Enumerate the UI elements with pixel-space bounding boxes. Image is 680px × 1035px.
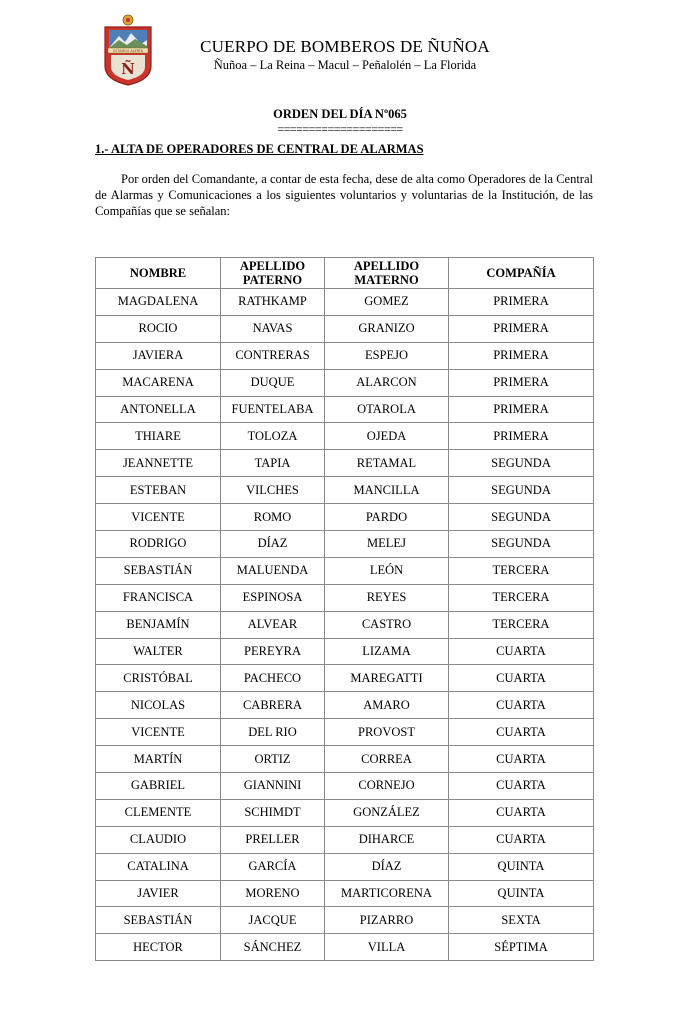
column-header-nombre: NOMBRE: [96, 258, 221, 289]
cell-apellido-materno: DIHARCE: [325, 826, 449, 853]
cell-apellido-paterno: TAPIA: [221, 450, 325, 477]
operators-table: [95, 257, 594, 961]
cell-apellido-paterno: PACHECO: [221, 665, 325, 692]
cell-compania: CUARTA: [449, 826, 594, 853]
cell-apellido-paterno: DUQUE: [221, 369, 325, 396]
cell-compania: CUARTA: [449, 773, 594, 800]
cell-nombre: CRISTÓBAL: [96, 665, 221, 692]
cell-apellido-paterno: RATHKAMP: [221, 289, 325, 316]
cell-apellido-materno: OTAROLA: [325, 396, 449, 423]
cell-nombre: MARTÍN: [96, 746, 221, 773]
cell-apellido-materno: LIZAMA: [325, 638, 449, 665]
table-row: [96, 396, 594, 423]
cell-apellido-materno: CORREA: [325, 746, 449, 773]
cell-compania: PRIMERA: [449, 315, 594, 342]
cell-apellido-paterno: JACQUE: [221, 907, 325, 934]
cell-apellido-paterno: CABRERA: [221, 692, 325, 719]
cell-apellido-paterno: GIANNINI: [221, 773, 325, 800]
table-row: [96, 504, 594, 531]
cell-nombre: CLAUDIO: [96, 826, 221, 853]
cell-compania: CUARTA: [449, 719, 594, 746]
cell-apellido-paterno: TOLOZA: [221, 423, 325, 450]
cell-apellido-materno: GOMEZ: [325, 289, 449, 316]
intro-paragraph: Por orden del Comandante, a contar de esta fecha, dese de alta como Operadores de la Central de Alarmas y Comunicaciones a los siguientes voluntarios y voluntarias de la Institución, de las Compañías que se señalan:: [95, 172, 593, 218]
table-row: [96, 477, 594, 504]
cell-apellido-materno: GONZÁLEZ: [325, 799, 449, 826]
cell-compania: SEGUNDA: [449, 504, 594, 531]
cell-compania: QUINTA: [449, 853, 594, 880]
cell-apellido-materno: PARDO: [325, 504, 449, 531]
cell-nombre: SEBASTIÁN: [96, 907, 221, 934]
cell-apellido-paterno: ESPINOSA: [221, 584, 325, 611]
cell-apellido-paterno: SÁNCHEZ: [221, 934, 325, 961]
cell-nombre: MAGDALENA: [96, 289, 221, 316]
table-row: [96, 692, 594, 719]
cell-apellido-paterno: NAVAS: [221, 315, 325, 342]
cell-compania: TERCERA: [449, 557, 594, 584]
table-row: [96, 638, 594, 665]
cell-apellido-materno: LEÓN: [325, 557, 449, 584]
cell-compania: PRIMERA: [449, 289, 594, 316]
cell-apellido-paterno: SCHIMDT: [221, 799, 325, 826]
section-heading: 1.- ALTA DE OPERADORES DE CENTRAL DE ALARMAS: [95, 142, 424, 156]
cell-nombre: SEBASTIÁN: [96, 557, 221, 584]
cell-compania: SEXTA: [449, 907, 594, 934]
cell-apellido-materno: ESPEJO: [325, 342, 449, 369]
cell-nombre: BENJAMÍN: [96, 611, 221, 638]
cell-compania: SEGUNDA: [449, 477, 594, 504]
cell-nombre: MACARENA: [96, 369, 221, 396]
cell-apellido-materno: MANCILLA: [325, 477, 449, 504]
table-row: [96, 880, 594, 907]
cell-apellido-paterno: DÍAZ: [221, 531, 325, 558]
cell-nombre: CLEMENTE: [96, 799, 221, 826]
cell-apellido-materno: REYES: [325, 584, 449, 611]
cell-apellido-paterno: GARCÍA: [221, 853, 325, 880]
cell-compania: CUARTA: [449, 746, 594, 773]
cell-apellido-paterno: DEL RIO: [221, 719, 325, 746]
cell-compania: CUARTA: [449, 799, 594, 826]
table-row: [96, 450, 594, 477]
cell-nombre: GABRIEL: [96, 773, 221, 800]
cell-apellido-materno: MELEJ: [325, 531, 449, 558]
cell-apellido-paterno: VILCHES: [221, 477, 325, 504]
cell-apellido-materno: DÍAZ: [325, 853, 449, 880]
cell-apellido-paterno: ROMO: [221, 504, 325, 531]
table-row: [96, 289, 594, 316]
column-header-apellido-paterno: APELLIDO PATERNO: [221, 258, 325, 289]
cell-compania: CUARTA: [449, 638, 594, 665]
cell-apellido-paterno: PRELLER: [221, 826, 325, 853]
cell-nombre: ANTONELLA: [96, 396, 221, 423]
cell-compania: TERCERA: [449, 584, 594, 611]
table-row: [96, 531, 594, 558]
cell-apellido-materno: PROVOST: [325, 719, 449, 746]
cell-apellido-materno: PIZARRO: [325, 907, 449, 934]
cell-nombre: FRANCISCA: [96, 584, 221, 611]
cell-compania: SEGUNDA: [449, 531, 594, 558]
crest-banner-text: ESTAMOS ALERTA: [113, 49, 143, 53]
table-row: [96, 853, 594, 880]
cell-apellido-paterno: PEREYRA: [221, 638, 325, 665]
cell-nombre: CATALINA: [96, 853, 221, 880]
cell-apellido-materno: GRANIZO: [325, 315, 449, 342]
cell-nombre: ROCIO: [96, 315, 221, 342]
cell-compania: SÉPTIMA: [449, 934, 594, 961]
table-row: [96, 342, 594, 369]
cell-compania: TERCERA: [449, 611, 594, 638]
table-row: [96, 315, 594, 342]
column-header-apellido-materno: APELLIDO MATERNO: [325, 258, 449, 289]
cell-nombre: VICENTE: [96, 719, 221, 746]
cell-apellido-materno: MAREGATTI: [325, 665, 449, 692]
cell-compania: SEGUNDA: [449, 450, 594, 477]
table-row: [96, 557, 594, 584]
cell-apellido-materno: CORNEJO: [325, 773, 449, 800]
fire-department-crest-logo: [101, 14, 155, 86]
cell-compania: QUINTA: [449, 880, 594, 907]
table-row: [96, 934, 594, 961]
cell-apellido-paterno: MALUENDA: [221, 557, 325, 584]
cell-nombre: THIARE: [96, 423, 221, 450]
table-row: [96, 826, 594, 853]
cell-nombre: RODRIGO: [96, 531, 221, 558]
cell-apellido-materno: RETAMAL: [325, 450, 449, 477]
table-row: [96, 746, 594, 773]
table-header-row: [96, 258, 594, 289]
crest-letter: Ñ: [121, 60, 135, 78]
cell-compania: PRIMERA: [449, 342, 594, 369]
order-title-underline: ====================: [277, 122, 403, 136]
table-row: [96, 584, 594, 611]
order-of-the-day-title: ORDEN DEL DÍA Nº065: [273, 107, 407, 121]
table-row: [96, 369, 594, 396]
cell-apellido-materno: CASTRO: [325, 611, 449, 638]
cell-nombre: NICOLAS: [96, 692, 221, 719]
table-row: [96, 665, 594, 692]
cell-nombre: WALTER: [96, 638, 221, 665]
cell-compania: PRIMERA: [449, 423, 594, 450]
cell-nombre: VICENTE: [96, 504, 221, 531]
table-row: [96, 907, 594, 934]
cell-compania: PRIMERA: [449, 369, 594, 396]
cell-nombre: HECTOR: [96, 934, 221, 961]
institution-title: CUERPO DE BOMBEROS DE ÑUÑOA: [200, 37, 490, 56]
cell-apellido-paterno: ALVEAR: [221, 611, 325, 638]
cell-apellido-materno: ALARCON: [325, 369, 449, 396]
cell-apellido-paterno: CONTRERAS: [221, 342, 325, 369]
cell-nombre: JAVIER: [96, 880, 221, 907]
cell-apellido-materno: OJEDA: [325, 423, 449, 450]
cell-compania: CUARTA: [449, 665, 594, 692]
table-row: [96, 773, 594, 800]
cell-nombre: JEANNETTE: [96, 450, 221, 477]
cell-compania: PRIMERA: [449, 396, 594, 423]
institution-communes: Ñuñoa – La Reina – Macul – Peñalolén – La Florida: [213, 58, 477, 72]
cell-apellido-materno: VILLA: [325, 934, 449, 961]
table-row: [96, 719, 594, 746]
cell-nombre: JAVIERA: [96, 342, 221, 369]
cell-nombre: ESTEBAN: [96, 477, 221, 504]
table-row: [96, 799, 594, 826]
cell-apellido-paterno: MORENO: [221, 880, 325, 907]
cell-apellido-paterno: FUENTELABA: [221, 396, 325, 423]
cell-apellido-materno: AMARO: [325, 692, 449, 719]
cell-apellido-materno: MARTICORENA: [325, 880, 449, 907]
operators-table-body: [96, 289, 594, 961]
table-row: [96, 423, 594, 450]
table-row: [96, 611, 594, 638]
column-header-compania: COMPAÑÍA: [449, 258, 594, 289]
cell-compania: CUARTA: [449, 692, 594, 719]
cell-apellido-paterno: ORTIZ: [221, 746, 325, 773]
